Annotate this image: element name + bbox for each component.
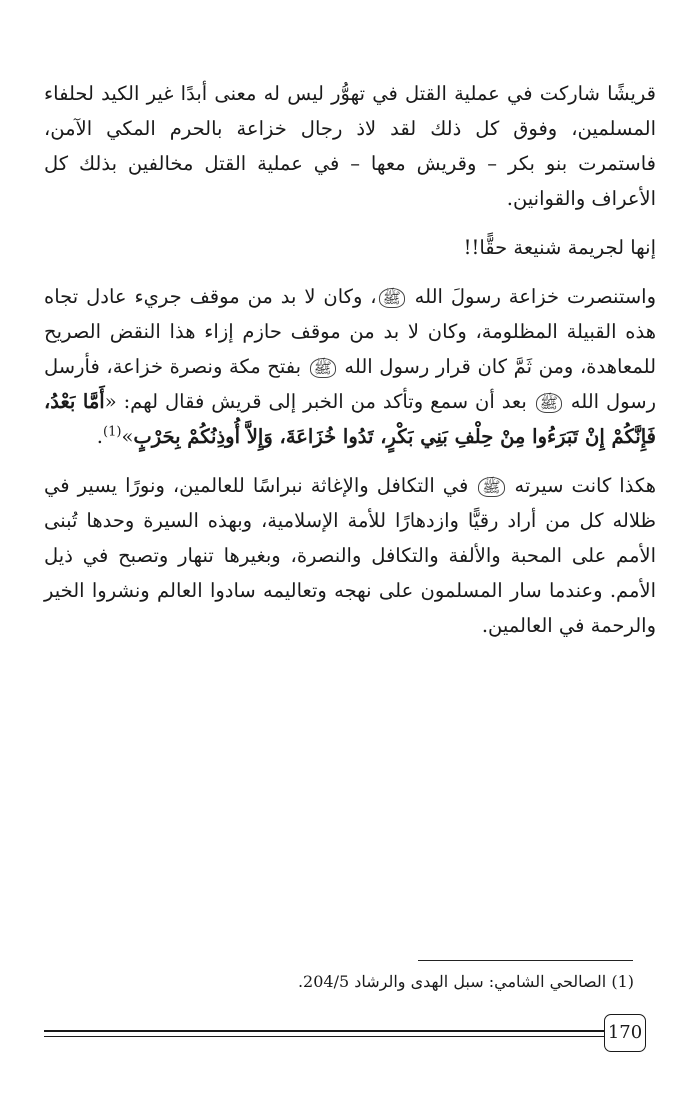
paragraph-4-text-a: هكذا كانت سيرته	[514, 474, 656, 497]
footnote-reference[interactable]: (1)	[103, 424, 122, 440]
page-number: 170	[604, 1014, 646, 1052]
paragraph-3-text-c: بفتح مكة ونصرة خزاعة، فأرسل رسول الله	[44, 355, 657, 413]
salawat-mark: ﷺ	[478, 477, 504, 497]
paragraph-3-end: .	[96, 425, 103, 448]
paragraph-3-text-b: ، وكان لا بد من موقف جريء عادل تجاه هذه القبيلة المظلومة، وكان لا بد من موقف حازم إزاء هذا النقض الصريح للمعاهدة، ومن ثَمَّ كان قرار رسول الله	[44, 285, 657, 378]
paragraph-3	[44, 279, 656, 454]
salawat-mark: ﷺ	[310, 358, 336, 378]
main-text	[44, 76, 656, 643]
footer-rule	[44, 1030, 604, 1037]
footnote-separator	[418, 960, 633, 961]
paragraph-3-quote-close: »	[121, 425, 134, 448]
paragraph-1	[44, 76, 656, 216]
hadith-quote: أَمَّا بَعْدُ، فَإِنَّكُمْ إِنْ تَبَرَءُوا مِنْ حِلْفِ بَنِي بَكْرٍ، تَدُوا خُزَاعَةَ، وَإِلاَّ أُوذِنُكُمْ بِحَرْبٍ	[44, 390, 656, 448]
footnote-text: الصالحي الشامي: سبل الهدى والرشاد 204/5.	[297, 972, 607, 991]
paragraph-1-text: قريشًا شاركت في عملية القتل في تهوُّر ليس له معنى أبدًا غير الكيد لحلفاء المسلمين، وفوق كل ذلك لقد لاذ رجال خزاعة بالحرم المكي الآمن، فاستمرت بنو بكر – وقريش معها – في عملية القتل مخالفين بذلك كل الأعراف والقوانين.	[44, 82, 656, 210]
paragraph-2-text: إنها لجريمة شنيعة حقًّا!!	[463, 236, 656, 259]
footnote	[44, 968, 634, 996]
paragraph-4	[44, 468, 656, 643]
paragraph-2	[44, 230, 656, 265]
salawat-mark: ﷺ	[379, 288, 405, 308]
paragraph-3-text-a: واستنصرت خزاعة رسولَ الله	[414, 285, 657, 308]
paragraph-4-text-b: في التكافل والإغاثة نبراسًا للعالمين، ونورًا يسير في ظلاله كل من أراد رقيًّا وازدهارًا للأمة الإسلامية، وبهذه السيرة وحدها تُبنى الأمم على المحبة والألفة والتكافل والنصرة، وبغيرها تنهار وتصبح في ذيل الأمم. وعندما سار المسلمون على نهجه وتعاليمه سادوا العالم ونشروا الخير والرحمة في العالمين.	[44, 474, 656, 637]
paragraph-3-text-d: بعد أن سمع وتأكد من الخبر إلى قريش فقال لهم: «	[104, 390, 527, 413]
footnote-number: (1)	[611, 972, 634, 991]
salawat-mark: ﷺ	[536, 393, 562, 413]
